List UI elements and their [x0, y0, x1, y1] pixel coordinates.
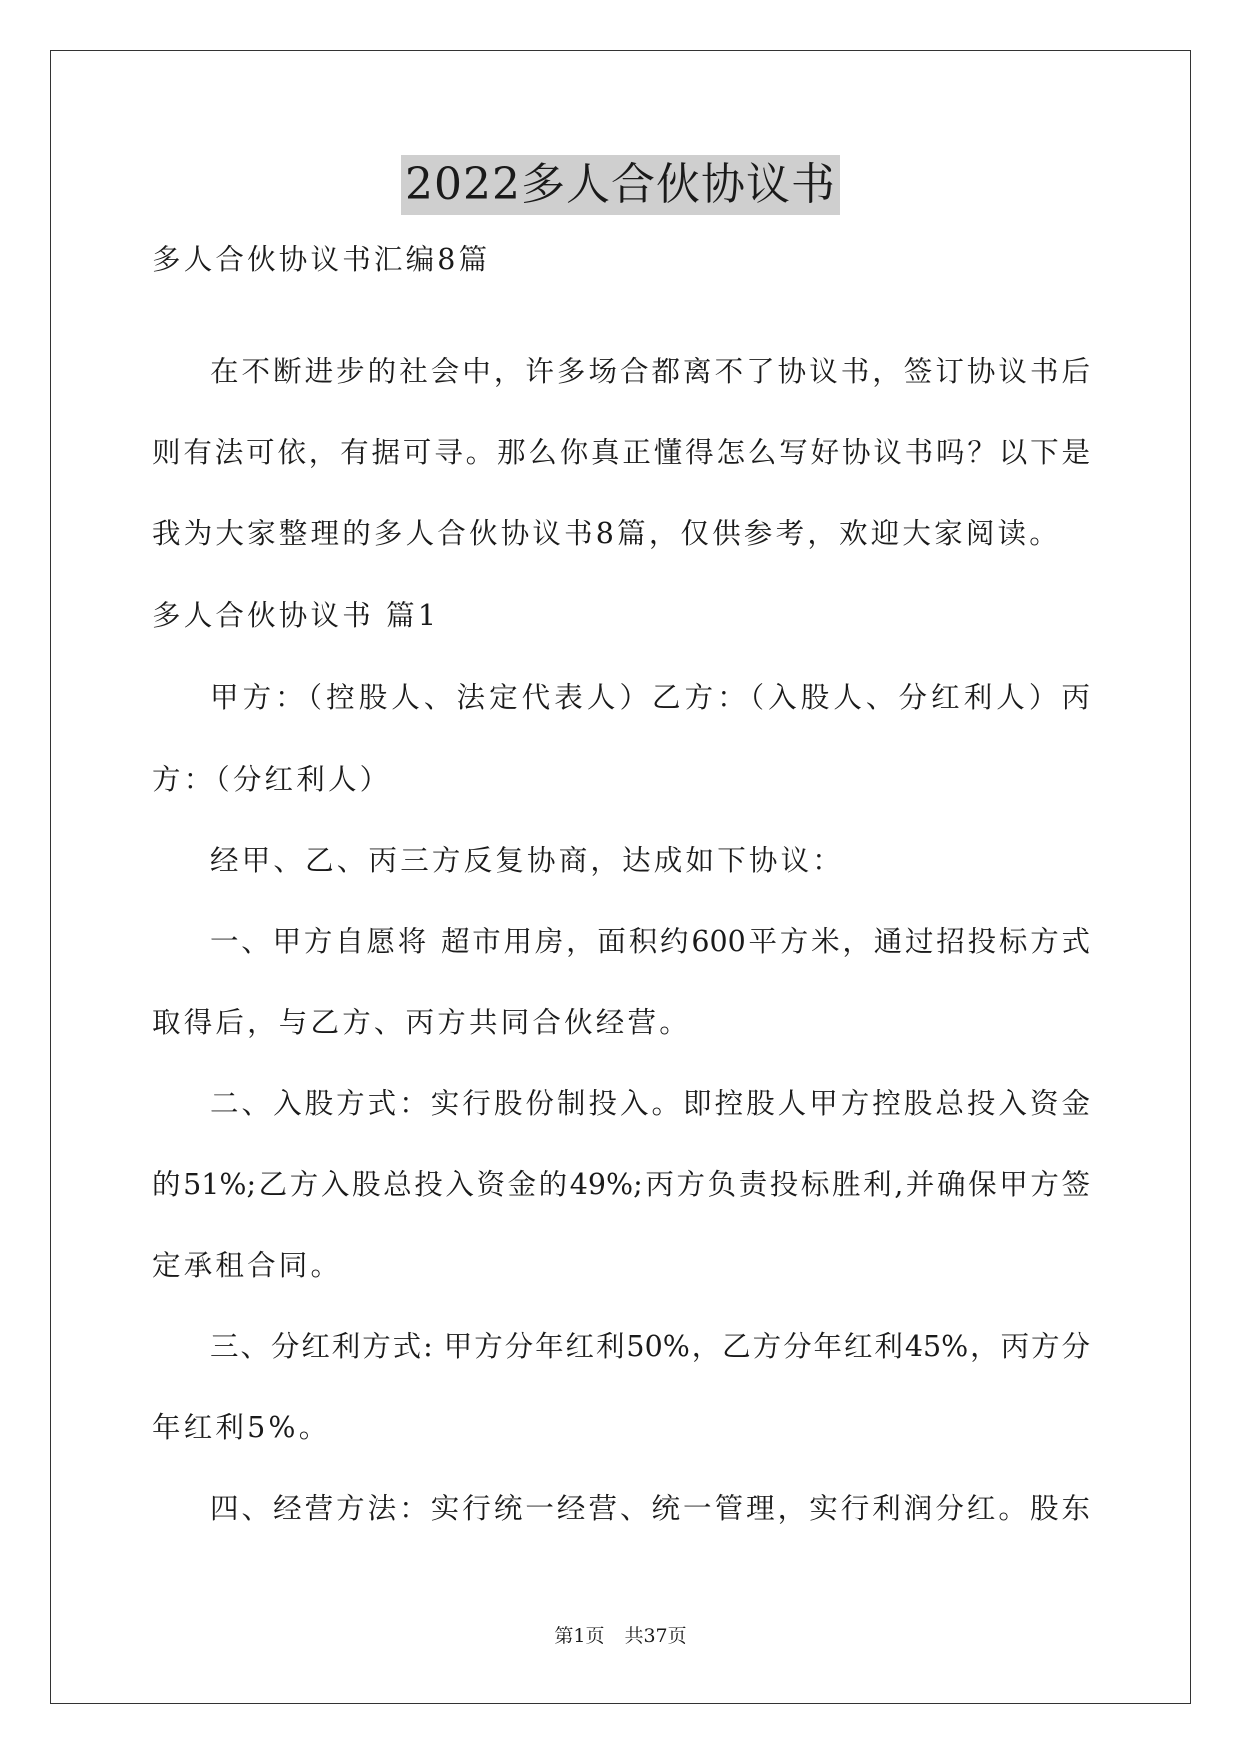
page-footer — [0, 1623, 1241, 1649]
text-line: 在不断进步的社会中，许多场合都离不了协议书，签订协议书后 — [210, 355, 1090, 388]
text-line: 四、经营方法：实行统一经营、统一管理，实行利润分红。股东 — [210, 1492, 1090, 1525]
page-number: 第1页 — [554, 1625, 605, 1647]
text-line: 年红利5%。 — [152, 1411, 331, 1444]
document-title: 2022多人合伙协议书 — [401, 155, 840, 215]
text-line: 的51%;乙方入股总投入资金的49%;丙方负责投标胜利,并确保甲方签 — [152, 1168, 1090, 1201]
text-line: 我为大家整理的多人合伙协议书8篇，仅供参考，欢迎大家阅读。 — [152, 517, 1061, 550]
text-line: 多人合伙协议书汇编8篇 — [152, 243, 491, 276]
text-line: 多人合伙协议书 篇1 — [152, 599, 440, 632]
text-line: 取得后，与乙方、丙方共同合伙经营。 — [152, 1006, 691, 1039]
text-line: 则有法可依，有据可寻。那么你真正懂得怎么写好协议书吗？以下是 — [152, 436, 1090, 469]
text-line: 二、入股方式：实行股份制投入。即控股人甲方控股总投入资金 — [210, 1087, 1090, 1120]
text-line: 经甲、乙、丙三方反复协商，达成如下协议： — [210, 844, 845, 877]
text-line: 定承租合同。 — [152, 1249, 343, 1282]
text-line: 一、甲方自愿将 超市用房，面积约600平方米，通过招投标方式 — [210, 925, 1090, 958]
text-line: 方：（分红利人） — [152, 763, 392, 796]
text-line: 甲方：（控股人、法定代表人）乙方：（入股人、分红利人）丙 — [210, 681, 1090, 714]
page-total: 共37页 — [624, 1625, 687, 1647]
title-container — [0, 155, 1241, 215]
text-line: 三、分红利方式: 甲方分年红利50%，乙方分年红利45%，丙方分 — [210, 1330, 1090, 1363]
